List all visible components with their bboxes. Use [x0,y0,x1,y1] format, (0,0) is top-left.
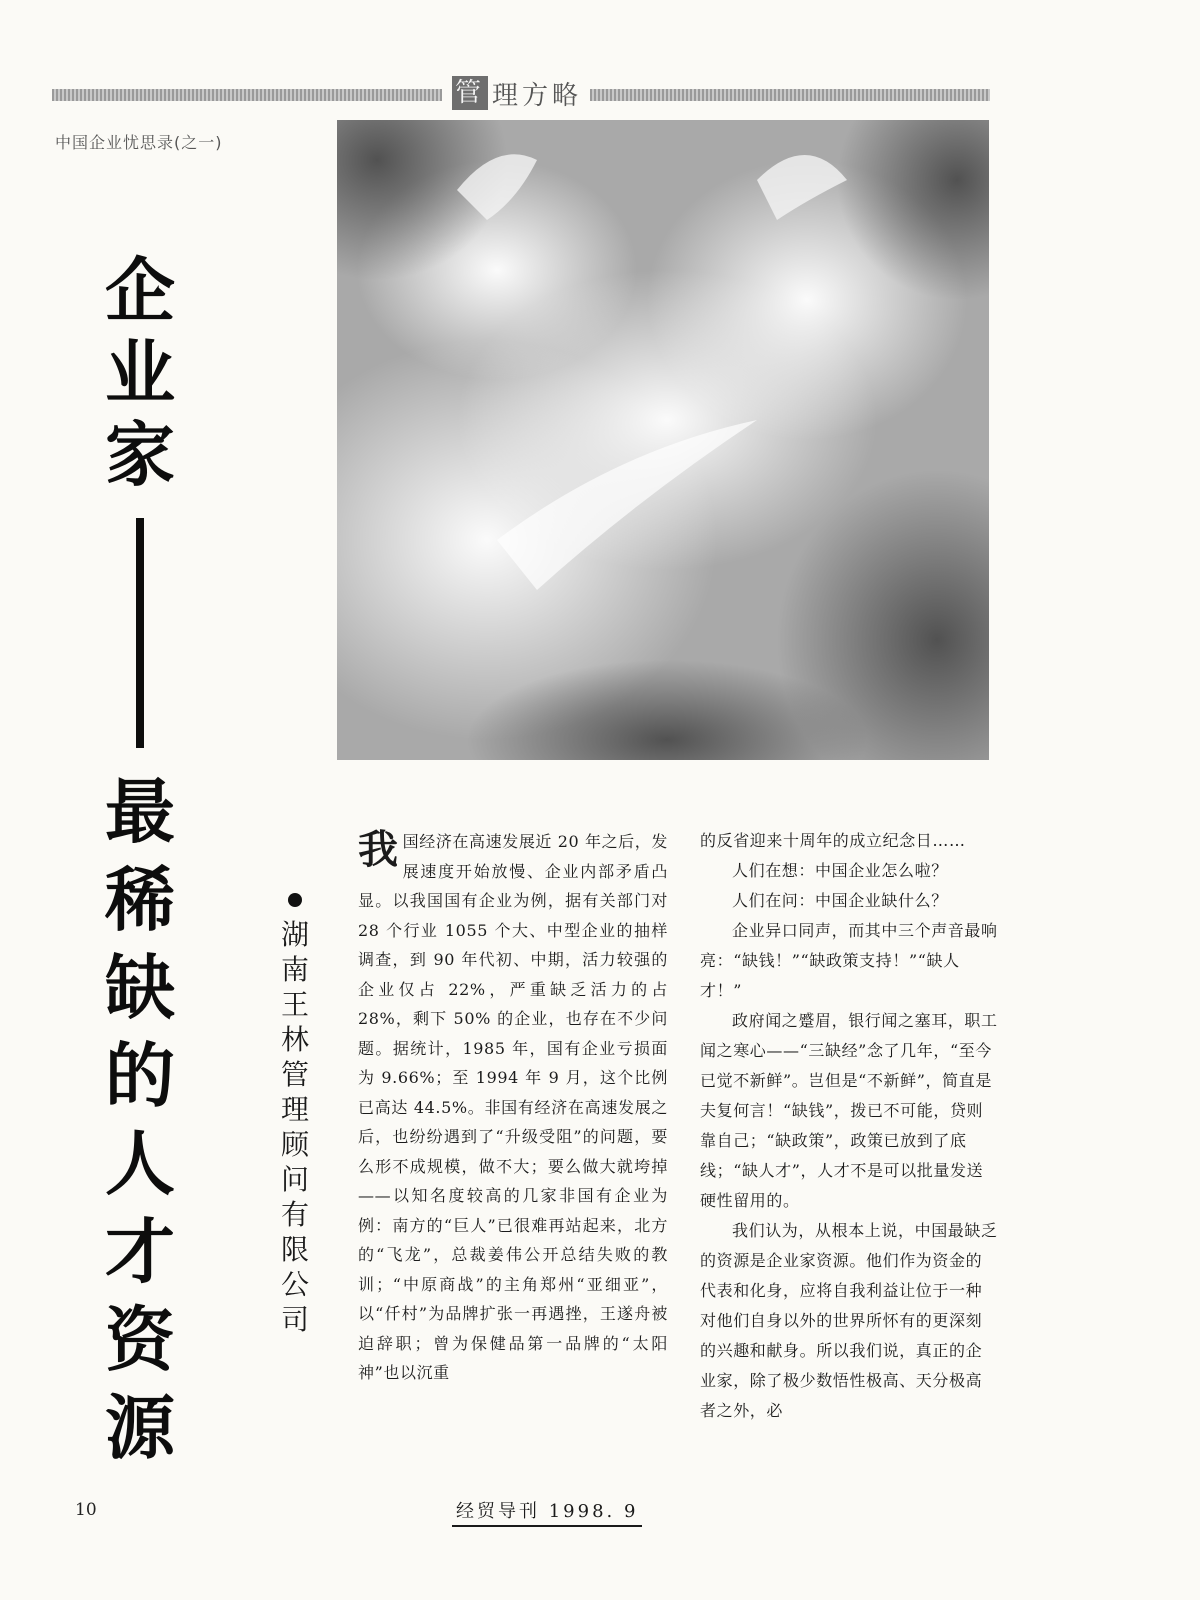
series-label: 中国企业忧思录(之一) [55,133,223,152]
section-header-first-char: 管 [452,76,488,110]
title-char: 的 [105,1035,175,1117]
title-char: 业 [105,332,175,414]
title-char: 人 [105,1123,175,1205]
section-header [452,74,582,112]
author-char: 林 [280,1023,309,1056]
title-char: 源 [105,1387,175,1469]
header-rule-left [52,89,442,101]
title-part1 [60,250,220,496]
body-column-right [700,826,998,1426]
title-char: 缺 [105,947,175,1029]
title-part2 [60,768,220,1472]
body-paragraph: 人们在想：中国企业怎么啦？ [732,861,948,880]
publication-footer: 经贸导刊 1998. 9 [452,1497,642,1527]
title-char: 企 [105,250,175,332]
author-char: 王 [280,988,309,1021]
title-char: 才 [105,1211,175,1293]
author-char: 公 [280,1268,309,1301]
header-rule-right [590,89,990,101]
page-number: 10 [75,1500,97,1520]
author-char: 限 [280,1233,309,1266]
author-char: 管 [280,1058,309,1091]
author-char: 顾 [280,1128,309,1161]
body-paragraph: 国经济在高速发展近 20 年之后，发展速度开始放慢、企业内部矛盾凸显。以我国国有企业为例，据有关部门对 28 个行业 1055 个大、中型企业的抽样调查，到 90 年代初、中期，活力较强的企业仅占 22%，严重缺乏活力的占 28%，剩下 50% 的企业，也存在不少问题。据统计，1985 年，国有企业亏损面为 9.66%；至 1994 年 9 月，这个比例已高达 44.5%。非国有经济在高速发展之后，也纷纷遇到了“升级受阻”的问题，要么形不成规模，做不大；要么做大就垮掉——以知名度较高的几家非国有企业为例：南方的“巨人”已很难再站起来，北方的“飞龙”，总裁姜伟公开总结失败的教训；“中原商战”的主角郑州“亚细亚”，以“仟村”为品牌扩张一再遇挫，王遂舟被迫辞职；曾为保健品第一品牌的“太阳神”也以沉重 [358,832,668,1382]
author-byline [273,893,317,1337]
author-char: 理 [280,1093,309,1126]
body-column-left [358,827,668,1388]
article-title [60,250,220,1472]
title-char: 稀 [105,859,175,941]
author-char: 司 [280,1303,309,1336]
author-char: 有 [280,1198,309,1231]
author-char: 南 [280,953,309,986]
title-char: 最 [105,771,175,853]
article-photo [337,120,989,760]
body-paragraph: 政府闻之蹙眉，银行闻之塞耳，职工闻之寒心——“三缺经”念了几年，“至今已觉不新鲜”。岂但是“不新鲜”，简直是夫复何言！“缺钱”，拨已不可能，贷则靠自己；“缺政策”，政策已放到了底线；“缺人才”，人才不是可以批量发送硬性留用的。 [700,1011,998,1210]
drop-cap: 我 [358,826,399,873]
section-header-rest: 理方略 [492,80,583,111]
title-char: 家 [105,414,175,496]
body-paragraph: 人们在问：中国企业缺什么？ [732,891,948,910]
title-char: 资 [105,1299,175,1381]
body-paragraph: 我们认为，从根本上说，中国最缺乏的资源是企业家资源。他们作为资金的代表和化身，应将自我利益让位于一种对他们自身以外的世界所怀有的更深刻的兴趣和献身。所以我们说，真正的企业家，除了极少数悟性极高、天分极高者之外，必 [700,1221,998,1420]
body-paragraph: 企业异口同声，而其中三个声音最响亮：“缺钱！”“缺政策支持！”“缺人才！” [700,921,998,1000]
body-paragraph: 的反省迎来十周年的成立纪念日…… [700,831,966,850]
title-dash [136,518,144,748]
author-char: 问 [280,1163,309,1196]
hands-photo-illustration [337,120,989,760]
bullet-icon [288,893,302,907]
author-char: 湖 [280,918,309,951]
